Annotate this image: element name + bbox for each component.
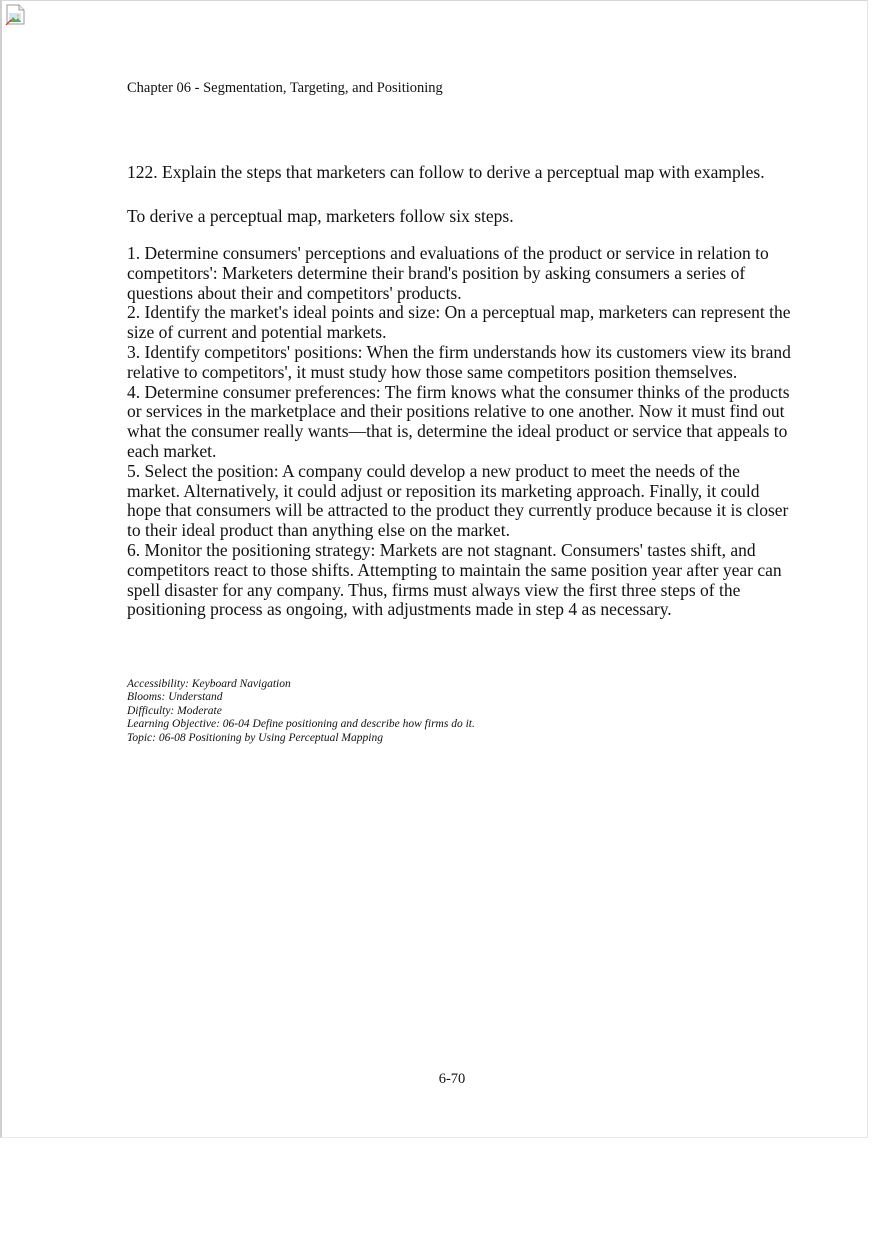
step-item: 6. Monitor the positioning strategy: Markets are not stagnant. Consumers' tastes shift, and competitors react to those shifts. Attempting to maintain the same position year after year can spell disaster for any company. Thus, firms must always view the first three steps of the positioning process as ongoing, with adjustments made in step 4 as necessary. [127, 539, 782, 620]
answer-steps-list [127, 244, 791, 620]
step-item: 3. Identify competitors' positions: When the firm understands how its customers view its brand relative to competitors', it must study how those same competitors position themselves. [127, 341, 791, 382]
meta-learning-objective: Learning Objective: 06-04 Define positioning and describe how firms do it. [127, 718, 475, 731]
step-item: 5. Select the position: A company could develop a new product to meet the needs of the market. Alternatively, it could adjust or reposition its marketing approach. Finally, it could hope that consumers will be attracted to the product they currently produce because it is closer to their ideal product than anything else on the market. [127, 460, 789, 541]
question-metadata [127, 678, 647, 745]
page-number: 6-70 [438, 1071, 466, 1087]
meta-topic: Topic: 06-08 Positioning by Using Perceptual Mapping [127, 731, 383, 744]
chapter-header: Chapter 06 - Segmentation, Targeting, and Positioning [127, 80, 443, 96]
step-item: 1. Determine consumers' perceptions and evaluations of the product or service in relation to competitors': Marketers determine their brand's position by asking consumers a series of questions about their and competitors' products. [127, 243, 769, 303]
question-text: 122. Explain the steps that marketers can follow to derive a perceptual map with examples. [127, 162, 765, 182]
meta-accessibility: Accessibility: Keyboard Navigation [127, 678, 291, 690]
answer-intro: To derive a perceptual map, marketers follow six steps. [127, 206, 514, 226]
meta-difficulty: Difficulty: Moderate [127, 704, 222, 717]
step-item: 4. Determine consumer preferences: The firm knows what the consumer thinks of the products or services in the marketplace and their positions relative to one another. Now it must find out what the consumer really wants—that is, determine the ideal product or service that appeals to each market. [127, 381, 790, 461]
broken-image-icon [5, 4, 27, 26]
meta-blooms: Blooms: Understand [127, 691, 223, 704]
step-item: 2. Identify the market's ideal points and size: On a perceptual map, marketers can represent the size of current and potential markets. [127, 302, 791, 343]
